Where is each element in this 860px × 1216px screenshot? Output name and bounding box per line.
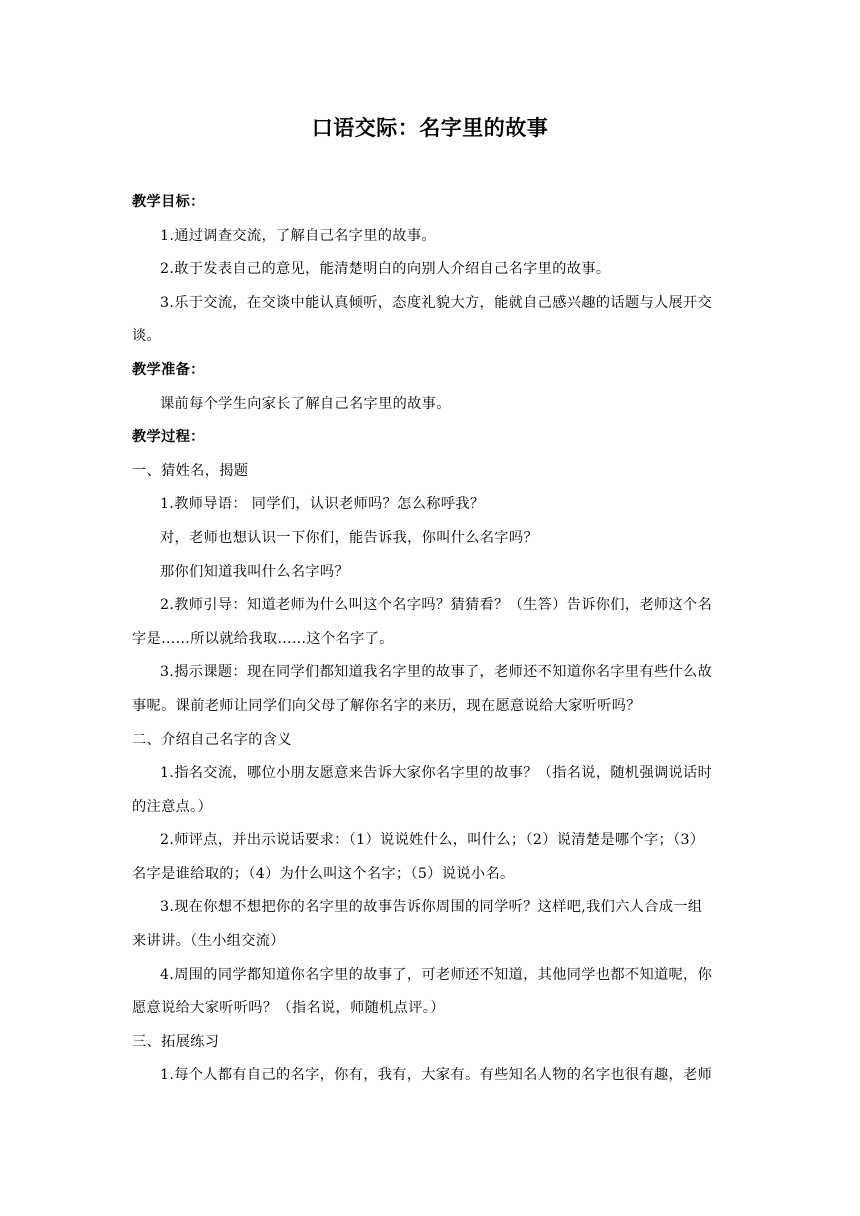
paragraph-line: 3.现在你想不想把你的名字里的故事告诉你周围的同学听？这样吧,我们六人合成一组 xyxy=(160,899,703,916)
paragraph-line: 一、猜姓名，揭题 xyxy=(132,462,249,479)
paragraph-line: 谈。 xyxy=(132,328,162,345)
paragraph-line: 2.教师引导：知道老师为什么叫这个名字吗？猜猜看？（生答）告诉你们，老师这个名 xyxy=(160,597,713,614)
paragraph-line: 事呢。课前老师让同学们向父母了解你名字的来历，现在愿意说给大家听听吗？ xyxy=(132,697,641,714)
paragraph-line: 2.敢于发表自己的意见，能清楚明白的向别人介绍自己名字里的故事。 xyxy=(160,261,611,278)
section-heading: 教学准备： xyxy=(132,361,205,378)
paragraph-line: 1.指名交流，哪位小朋友愿意来告诉大家你名字里的故事？（指名说，随机强调说话时 xyxy=(160,765,713,782)
paragraph-line: 2.师评点，并出示说话要求：（1）说说姓什么，叫什么；（2）说清楚是哪个字；（3） xyxy=(160,832,705,849)
paragraph-line: 来讲讲。（生小组交流） xyxy=(132,933,285,950)
paragraph-line: 3.乐于交流，在交谈中能认真倾听，态度礼貌大方，能就自己感兴趣的话题与人展开交 xyxy=(160,294,713,311)
section-heading: 教学目标： xyxy=(132,194,205,210)
paragraph-line: 课前每个学生向家长了解自己名字里的故事。 xyxy=(160,395,451,412)
paragraph-line: 1.每个人都有自己的名字，你有，我有，大家有。有些知名人物的名字也很有趣，老师 xyxy=(160,1067,713,1084)
paragraph-line: 对，老师也想认识一下你们，能告诉我，你叫什么名字吗？ xyxy=(160,529,538,546)
paragraph-line: 愿意说给大家听听吗？（指名说，师随机点评。） xyxy=(132,1000,445,1017)
paragraph-line: 字是……所以就给我取……这个名字了。 xyxy=(132,630,394,647)
paragraph-line: 3.揭示课题：现在同学们都知道我名字里的故事了，老师还不知道你名字里有些什么故 xyxy=(160,664,713,681)
document-body xyxy=(132,186,730,1093)
document-title: 口语交际：名字里的故事 xyxy=(311,116,549,140)
section-heading: 教学过程： xyxy=(132,429,205,446)
paragraph-line: 的注意点。） xyxy=(132,798,213,815)
paragraph-line: 1.教师导语： 同学们，认识老师吗？怎么称呼我？ xyxy=(160,496,485,513)
paragraph-line: 那你们知道我叫什么名字吗？ xyxy=(160,563,349,580)
paragraph-line: 二、介绍自己名字的含义 xyxy=(132,731,292,748)
paragraph-line: 名字是谁给取的；（4）为什么叫这个名字；（5）说说小名。 xyxy=(132,865,515,882)
paragraph-line: 4.周围的同学都知道你名字里的故事了，可老师还不知道，其他同学也都不知道呢，你 xyxy=(160,966,713,983)
paragraph-line: 1.通过调查交流，了解自己名字里的故事。 xyxy=(160,227,436,244)
paragraph-line: 三、拓展练习 xyxy=(132,1033,220,1050)
